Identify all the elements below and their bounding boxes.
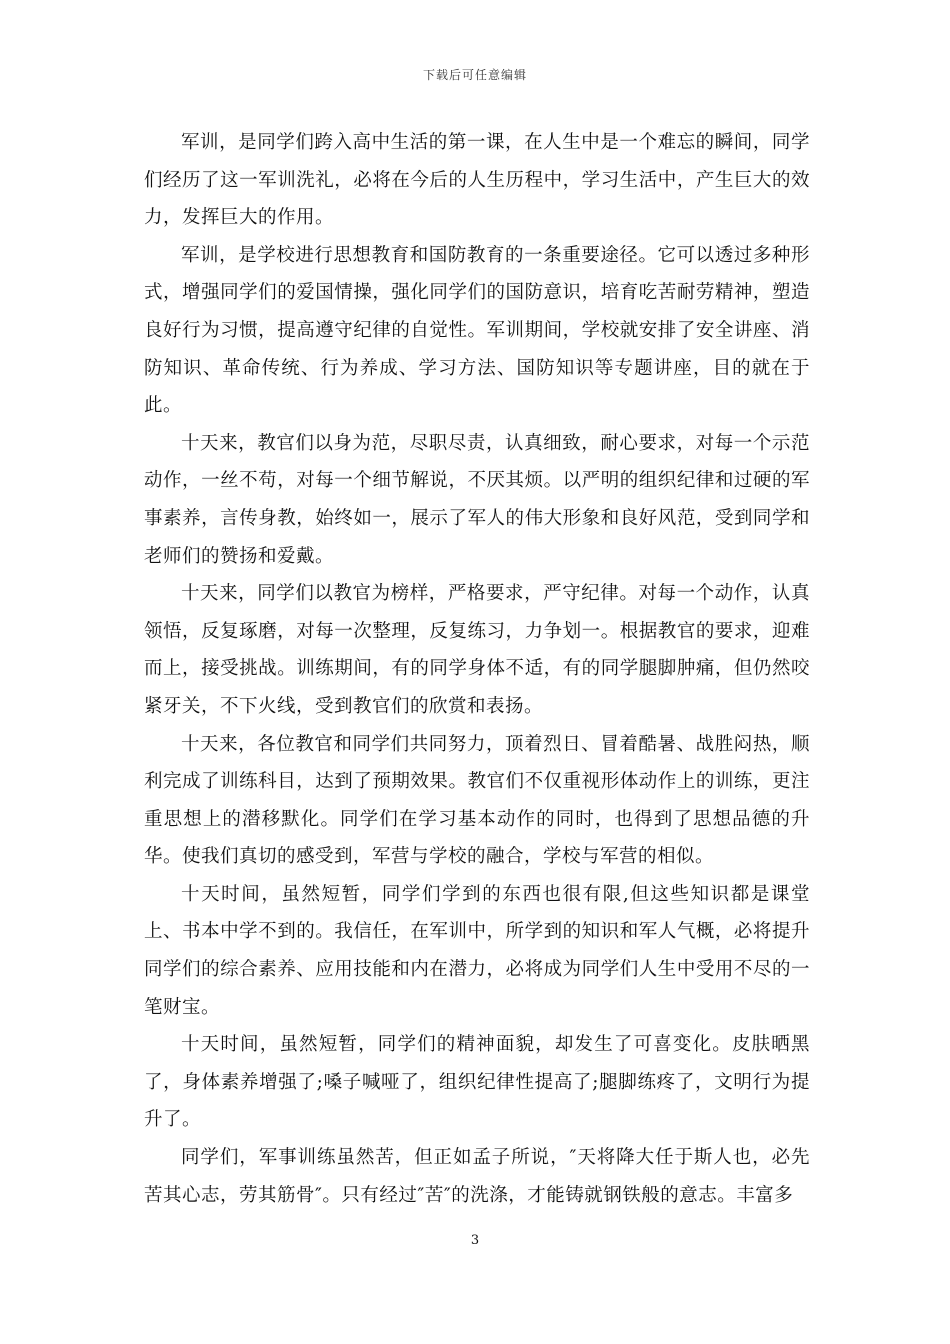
paragraph: 十天来，各位教官和同学们共同努力，顶着烈日、冒着酷暑、战胜闷热，顺利完成了训练科目，达到了预期效果。教官们不仅重视形体动作上的训练，更注重思想上的潜移默化。同学们在学习基本动作的同时，也得到了思想品德的升华。使我们真切的感受到，军营与学校的融合，学校与军营的相似。 bbox=[144, 733, 810, 868]
page-number: 3 bbox=[470, 1233, 480, 1248]
paragraph: 十天来，同学们以教官为榜样，严格要求，严守纪律。对每一个动作，认真领悟，反复琢磨，对每一次整理，反复练习，力争划一。根据教官的要求，迎难而上，接受挑战。训练期间，有的同学身体不适，有的同学腿脚肿痛，但仍然咬紧牙关，不下火线，受到教官们的欣赏和表扬。 bbox=[144, 583, 810, 717]
paragraph: 十天来，教官们以身为范，尽职尽责，认真细致，耐心要求，对每一个示范动作，一丝不苟，对每一个细节解说，不厌其烦。以严明的组织纪律和过硬的军事素养，言传身教，始终如一，展示了军人的伟大形象和良好风范，受到同学和老师们的赞扬和爱戴。 bbox=[144, 432, 810, 567]
page-header: 下载后可任意编辑 bbox=[422, 68, 527, 82]
paragraph: 十天时间，虽然短暂，同学们的精神面貌，却发生了可喜变化。皮肤晒黑了，身体素养增强了;嗓子喊哑了，组织纪律性提高了;腿脚练疼了，文明行为提升了。 bbox=[144, 1034, 810, 1131]
paragraph: 军训，是同学们跨入高中生活的第一课，在人生中是一个难忘的瞬间，同学们经历了这一军训洗礼，必将在今后的人生历程中，学习生活中，产生巨大的效力，发挥巨大的作用。 bbox=[144, 132, 810, 229]
paragraph: 十天时间，虽然短暂，同学们学到的东西也很有限,但这些知识都是课堂上、书本中学不到的。我信任，在军训中，所学到的知识和军人气概，必将提升同学们的综合素养、应用技能和内在潜力，必将成为同学们人生中受用不尽的一笔财宝。 bbox=[144, 883, 810, 1018]
document-body bbox=[144, 124, 810, 1214]
paragraph: 军训，是学校进行思想教育和国防教育的一条重要途径。它可以透过多种形式，增强同学们的爱国情操，强化同学们的国防意识，培育吃苦耐劳精神，塑造良好行为习惯，提高遵守纪律的自觉性。军训期间，学校就安排了安全讲座、消防知识、革命传统、行为养成、学习方法、国防知识等专题讲座，目的就在于此。 bbox=[144, 244, 810, 417]
paragraph: 同学们，军事训练虽然苦，但正如孟子所说，″天将降大任于斯人也，必先苦其心志，劳其筋骨″。只有经过″苦″的洗涤，才能铸就钢铁般的意志。丰富多 bbox=[144, 1147, 810, 1206]
